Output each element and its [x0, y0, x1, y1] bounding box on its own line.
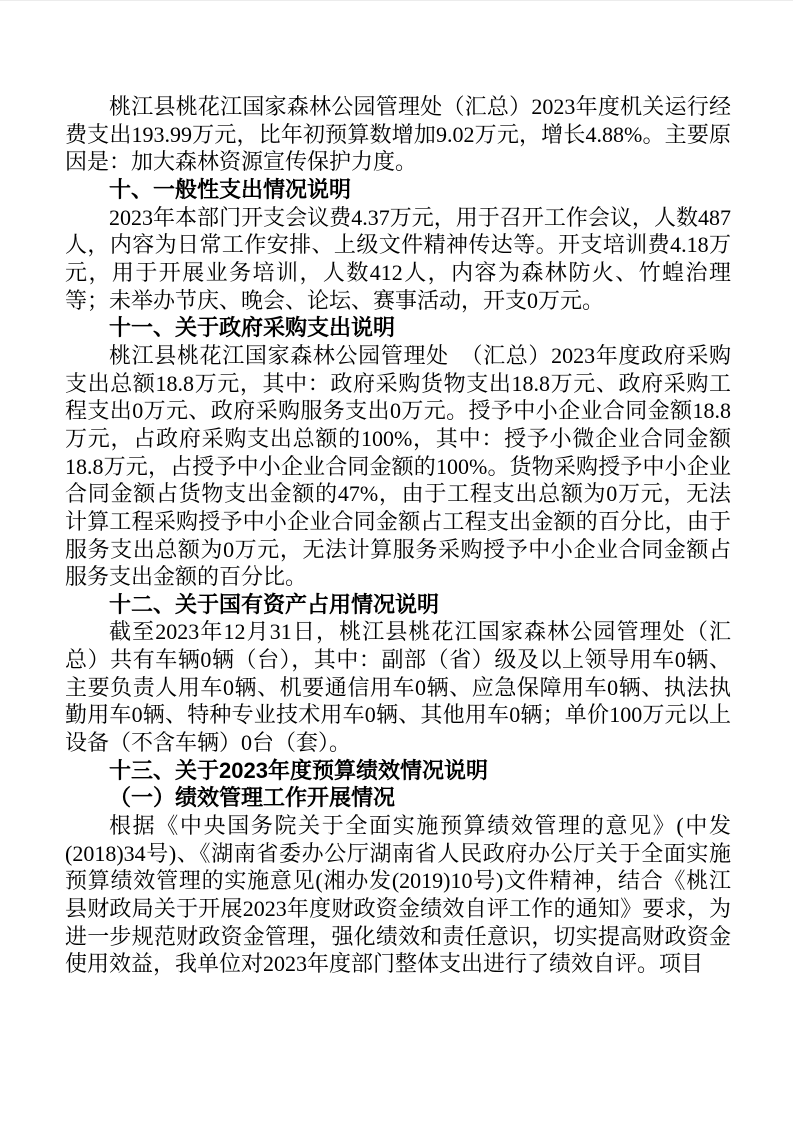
- heading-section-ten-general-expense: 十、一般性支出情况说明: [109, 176, 352, 202]
- para-agency-operating-expense: 桃江县桃花江国家森林公园管理处（汇总）2023年度机关运行经费支出193.99万元，比年初预算数增加9.02万元，增长4.88%。主要原因是：加大森林资源宣传保护力度。: [65, 94, 731, 175]
- document-text-body: [65, 93, 731, 978]
- heading-section-eleven-procurement: 十一、关于政府采购支出说明: [109, 315, 396, 341]
- para-performance-management-detail: 根据《中央国务院关于全面实施预算绩效管理的意见》(中发(2018)34号)、《湖南省委办公厅湖南省人民政府办公厅关于全面实施预算绩效管理的实施意见(湘办发(2019)10号)文件精神，结合《桃江县财政局关于开展2023年度财政资金绩效自评工作的通知》要求，为进一步规范财政资金管理，强化绩效和责任意识，切实提高财政资金使用效益，我单位对2023年度部门整体支出进行了绩效自评。项目: [65, 813, 731, 977]
- para-procurement-detail: 桃江县桃花江国家森林公园管理处 （汇总）2023年度政府采购支出总额18.8万元，其中：政府采购货物支出18.8万元、政府采购工程支出0万元、政府采购服务支出0万元。授予中小企业合同金额18.8万元，占政府采购支出总额的100%，其中：授予小微企业合同金额18.8万元，占授予中小企业合同金额的100%。货物采购授予中小企业合同金额占货物支出金额的47%，由于工程支出总额为0万元，无法计算工程采购授予中小企业合同金额占工程支出金额的百分比，由于服务支出总额为0万元，无法计算服务采购授予中小企业合同金额占服务支出金额的百分比。: [65, 342, 731, 590]
- para-state-assets-detail: 截至2023年12月31日，桃江县桃花江国家森林公园管理处（汇总）共有车辆0辆（台），其中：副部（省）级及以上领导用车0辆、主要负责人用车0辆、机要通信用车0辆、应急保障用车0辆、执法执勤用车0辆、特种专业技术用车0辆、其他用车0辆；单价100万元以上设备（不含车辆）0台（套）。: [65, 619, 731, 756]
- heading-section-twelve-state-assets: 十二、关于国有资产占用情况说明: [109, 591, 440, 617]
- heading-section-thirteen-budget-performance: 十三、关于2023年度预算绩效情况说明: [109, 757, 488, 783]
- heading-subsection-performance-management: （一）绩效管理工作开展情况: [109, 785, 396, 811]
- para-general-expense-detail: 2023年本部门开支会议费4.37万元，用于召开工作会议，人数487人，内容为日常工作安排、上级文件精神传达等。开支培训费4.18万元，用于开展业务培训，人数412人，内容为森林防火、竹蝗治理等；未举办节庆、晚会、论坛、赛事活动，开支0万元。: [65, 204, 731, 313]
